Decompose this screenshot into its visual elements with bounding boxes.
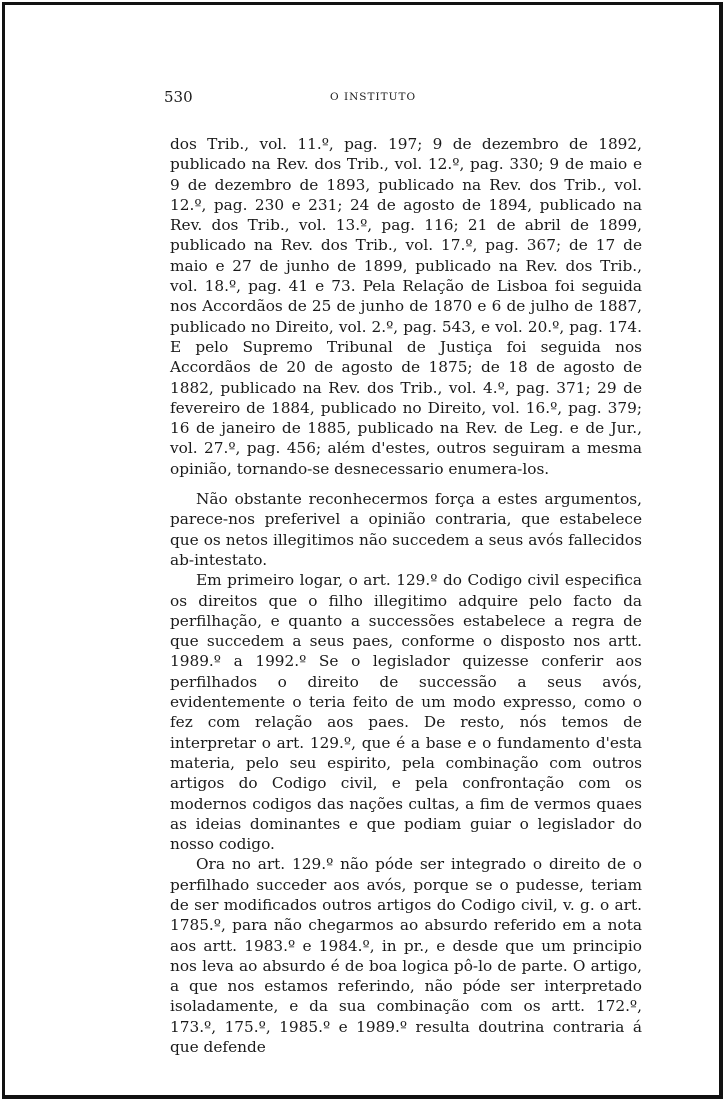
page-number: 530	[164, 88, 193, 106]
body-text	[170, 134, 642, 1057]
page-header	[164, 88, 642, 112]
paragraph-second-argument: Ora no art. 129.º não póde ser integrado o direito de o perfilhado succeder aos avós, porque se o pudesse, teriam de ser modificados outros artigos do Codigo civil, v. g. o art. 1785.º, para não chegarmos ao absurdo referido em a nota aos artt. 1983.º e 1984.º, in pr., e desde que um principio nos leva ao absurdo é de boa logica pô-lo de parte. O artigo, a que nos estamos referindo, não póde ser interpretado isoladamente, e da sua combinação com os artt. 172.º, 173.º, 175.º, 1985.º e 1989.º resulta doutrina contraria á que defende	[170, 855, 642, 1057]
book-page	[164, 88, 642, 1057]
paragraph-citations: dos Trib., vol. 11.º, pag. 197; 9 de dezembro de 1892, publicado na Rev. dos Trib., vol. 12.º, pag. 330; 9 de maio e 9 de dezembro de 1893, publicado na Rev. dos Trib., vol. 12.º, pag. 230 e 231; 24 de agosto de 1894, publicado na Rev. dos Trib., vol. 13.º, pag. 116; 21 de abril de 1899, publicado na Rev. dos Trib., vol. 17.º, pag. 367; de 17 de maio e 27 de junho de 1899, publicado na Rev. dos Trib., vol. 18.º, pag. 41 e 73. Pela Relação de Lisboa foi seguida nos Accordãos de 25 de junho de 1870 e 6 de julho de 1887, publicado no Direito, vol. 2.º, pag. 543, e vol. 20.º, pag. 174. E pelo Supremo Tribunal de Justiça foi seguida nos Accordãos de 20 de agosto de 1875; de 18 de agosto de 1882, publicado na Rev. dos Trib., vol. 4.º, pag. 371; 29 de fevereiro de 1884, publicado no Direito, vol. 16.º, pag. 379; 16 de janeiro de 1885, publicado na Rev. de Leg. e de Jur., vol. 27.º, pag. 456; além d'estes, outros seguiram a mesma opinião, tornando-se desnecessario enumera-los.	[170, 135, 642, 478]
paragraph-counterargument: Não obstante reconhecermos força a estes argumentos, parece-nos preferivel a opinião contraria, que estabelece que os netos illegitimos não succedem a seus avós fallecidos ab-intestato.	[170, 490, 642, 569]
running-head: O INSTITUTO	[330, 91, 417, 103]
paragraph-first-argument: Em primeiro logar, o art. 129.º do Codigo civil especifica os direitos que o filho illegitimo adquire pelo facto da perfilhação, e quanto a successões estabelece a regra de que succedem a seus paes, conforme o disposto nos artt. 1989.º a 1992.º Se o legislador quizesse conferir aos perfilhados o direito de successão a seus avós, evidentemente o teria feito de um modo expresso, como o fez com relação aos paes. De resto, nós temos de interpretar o art. 129.º, que é a base e o fundamento d'esta materia, pelo seu espirito, pela combinação com outros artigos do Codigo civil, e pela confrontação com os modernos codigos das nações cultas, a fim de vermos quaes as ideias dominantes e que podiam guiar o legislador do nosso codigo.	[170, 571, 642, 854]
